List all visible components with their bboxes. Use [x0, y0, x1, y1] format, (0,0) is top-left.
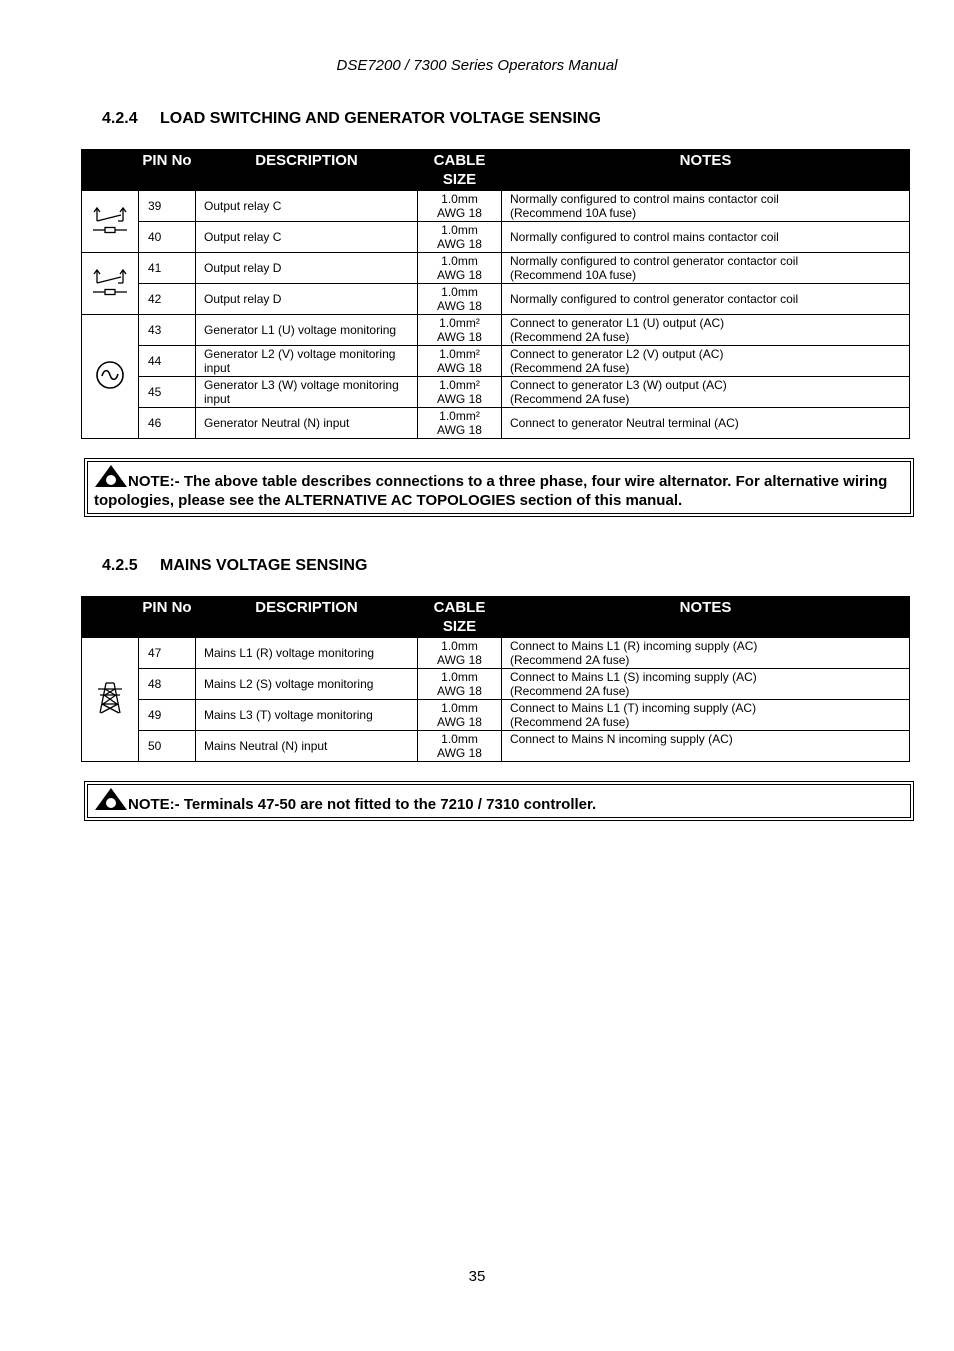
pin-notes: Normally configured to control mains contactor coil [502, 222, 910, 253]
section-title: MAINS VOLTAGE SENSING [160, 557, 368, 574]
warning-triangle-icon [94, 787, 128, 811]
three-phase-note [84, 458, 914, 517]
cable-size: 1.0mm AWG 18 [418, 284, 502, 315]
pin-notes: Connect to Mains N incoming supply (AC) [502, 731, 910, 762]
generator-icon-cell [82, 315, 139, 439]
table-row [82, 253, 910, 284]
pin-notes: Connect to generator L2 (V) output (AC) (Recommend 2A fuse) [502, 346, 910, 377]
page-number: 35 [468, 1268, 486, 1285]
pin-notes: Connect to Mains L1 (S) incoming supply (AC) (Recommend 2A fuse) [502, 669, 910, 700]
load-switching-table [81, 149, 910, 439]
mains-sensing-table [81, 596, 910, 762]
pin-number: 42 [139, 284, 196, 315]
cable-size: 1.0mm AWG 18 [418, 669, 502, 700]
pin-description: Output relay D [196, 284, 418, 315]
pin-description: Mains L3 (T) voltage monitoring [196, 700, 418, 731]
notes-column-header: NOTES [502, 597, 910, 638]
table-row [82, 315, 910, 346]
pin-notes: Normally configured to control generator contactor coil [502, 284, 910, 315]
pin-description: Generator Neutral (N) input [196, 408, 418, 439]
pin-column-header: PIN No [139, 150, 196, 191]
pin-notes: Connect to generator Neutral terminal (AC) [502, 408, 910, 439]
section-heading-424 [102, 110, 601, 128]
icon-column-header [82, 597, 139, 638]
ac-sine-icon [93, 358, 127, 392]
pin-description: Mains Neutral (N) input [196, 731, 418, 762]
relay-contact-icon [90, 205, 130, 235]
pin-number: 44 [139, 346, 196, 377]
pin-description: Generator L2 (V) voltage monitoring input [196, 346, 418, 377]
pylon-icon [96, 681, 124, 715]
pin-notes: Connect to Mains L1 (R) incoming supply (AC) (Recommend 2A fuse) [502, 638, 910, 669]
cable-size: 1.0mm² AWG 18 [418, 408, 502, 439]
note-text: NOTE:- Terminals 47-50 are not fitted to the 7210 / 7310 controller. [128, 796, 597, 813]
section-title: LOAD SWITCHING AND GENERATOR VOLTAGE SENSING [160, 110, 601, 127]
pin-number: 39 [139, 191, 196, 222]
pin-number: 48 [139, 669, 196, 700]
cable-size: 1.0mm AWG 18 [418, 222, 502, 253]
pin-number: 47 [139, 638, 196, 669]
pin-description: Generator L3 (W) voltage monitoring input [196, 377, 418, 408]
pin-description: Output relay D [196, 253, 418, 284]
description-column-header: DESCRIPTION [196, 597, 418, 638]
table-row [82, 408, 910, 439]
table-row [82, 284, 910, 315]
pin-notes: Normally configured to control mains contactor coil (Recommend 10A fuse) [502, 191, 910, 222]
table-row [82, 669, 910, 700]
pin-notes: Connect to Mains L1 (T) incoming supply (AC) (Recommend 2A fuse) [502, 700, 910, 731]
pin-number: 50 [139, 731, 196, 762]
table-row [82, 346, 910, 377]
pin-column-header: PIN No [139, 597, 196, 638]
notes-column-header: NOTES [502, 150, 910, 191]
cable-size: 1.0mm AWG 18 [418, 191, 502, 222]
running-header: DSE7200 / 7300 Series Operators Manual [336, 57, 618, 74]
relay-c-icon-cell [82, 191, 139, 253]
pin-notes: Normally configured to control generator contactor coil (Recommend 10A fuse) [502, 253, 910, 284]
pin-number: 40 [139, 222, 196, 253]
table-row [82, 731, 910, 762]
pin-description: Generator L1 (U) voltage monitoring [196, 315, 418, 346]
cable-size: 1.0mm AWG 18 [418, 700, 502, 731]
cable-size: 1.0mm² AWG 18 [418, 346, 502, 377]
cable-size: 1.0mm AWG 18 [418, 731, 502, 762]
section-heading-425 [102, 557, 367, 575]
cable-size: 1.0mm AWG 18 [418, 253, 502, 284]
table-row [82, 222, 910, 253]
cable-column-header: CABLE SIZE [418, 597, 502, 638]
pin-number: 43 [139, 315, 196, 346]
table-row [82, 638, 910, 669]
relay-d-icon-cell [82, 253, 139, 315]
pin-notes: Connect to generator L1 (U) output (AC) (Recommend 2A fuse) [502, 315, 910, 346]
pin-number: 41 [139, 253, 196, 284]
cable-size: 1.0mm² AWG 18 [418, 377, 502, 408]
pin-number: 45 [139, 377, 196, 408]
pin-notes: Connect to generator L3 (W) output (AC) (Recommend 2A fuse) [502, 377, 910, 408]
pin-description: Mains L1 (R) voltage monitoring [196, 638, 418, 669]
section-number: 4.2.4 [102, 110, 138, 127]
pin-description: Output relay C [196, 222, 418, 253]
relay-contact-icon [90, 267, 130, 297]
pin-description: Mains L2 (S) voltage monitoring [196, 669, 418, 700]
table-row [82, 191, 910, 222]
warning-triangle-icon [94, 464, 128, 488]
pin-number: 49 [139, 700, 196, 731]
cable-size: 1.0mm² AWG 18 [418, 315, 502, 346]
pin-description: Output relay C [196, 191, 418, 222]
section-number: 4.2.5 [102, 557, 138, 574]
cable-column-header: CABLE SIZE [418, 150, 502, 191]
description-column-header: DESCRIPTION [196, 150, 418, 191]
cable-size: 1.0mm AWG 18 [418, 638, 502, 669]
pin-number: 46 [139, 408, 196, 439]
note-text: NOTE:- The above table describes connections to a three phase, four wire alternator. For alternative wiring topologies, please see the ALTERNATIVE AC TOPOLOGIES section of this manual. [94, 473, 888, 509]
table-row [82, 700, 910, 731]
terminals-note [84, 781, 914, 821]
icon-column-header [82, 150, 139, 191]
table-row [82, 377, 910, 408]
mains-icon-cell [82, 638, 139, 762]
